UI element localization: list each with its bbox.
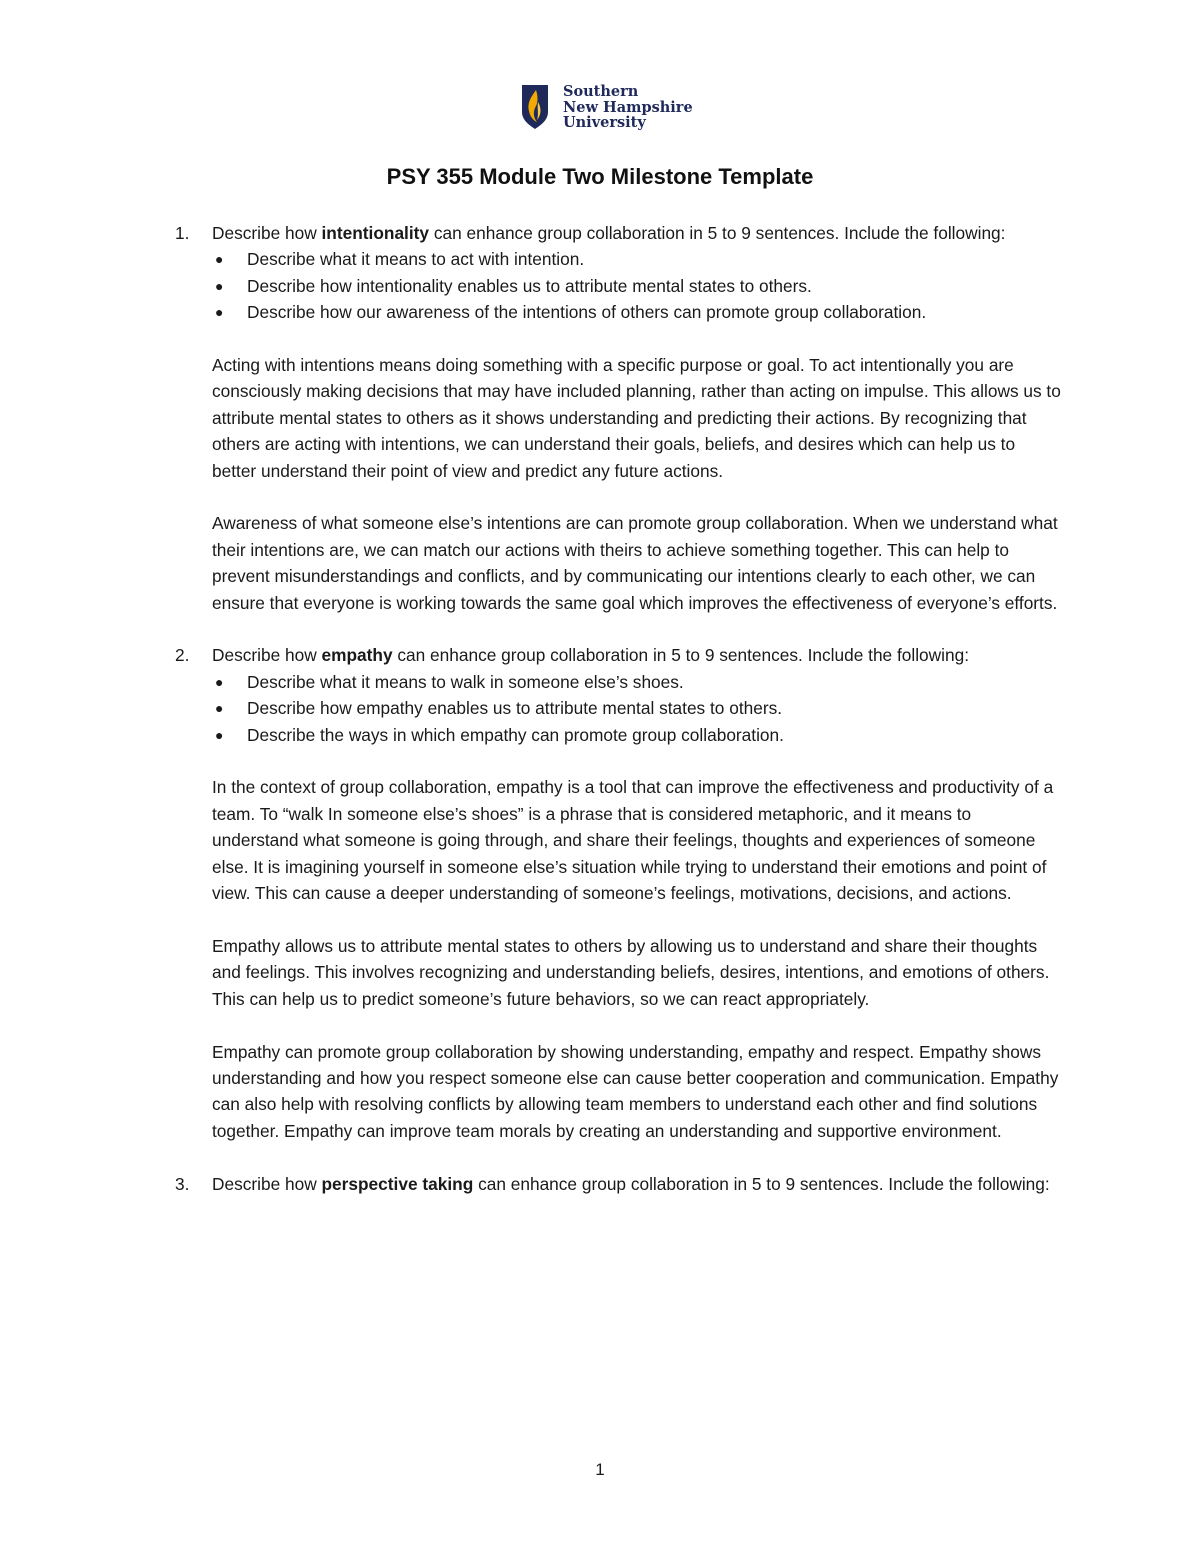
list-item (212, 695, 1062, 721)
bullet-text: Describe what it means to walk in someone else’s shoes. (247, 671, 684, 692)
prompt-keyword: intentionality (321, 223, 430, 243)
question-number: 3. (175, 1173, 190, 1194)
prompt-prefix: Describe how (212, 223, 322, 243)
bullet-text: Describe what it means to act with intention. (247, 249, 585, 270)
shield-flame-icon (521, 84, 549, 130)
prompt-prefix: Describe how (212, 1173, 322, 1194)
list-item (212, 246, 1062, 272)
list-item (212, 299, 1062, 325)
answer-paragraph: Acting with intentions means doing something with a specific purpose or goal. To act intentionally you are consciously making decisions that may have included planning, rather than acting on impulse. This allows us to attribute mental states to others as it shows understanding and predicting their actions. By recognizing that others are acting with intentions, we can understand their goals, beliefs, and desires which can help us to better understand their point of view and predict any future actions. (212, 355, 1061, 481)
bullet-icon: ● (215, 673, 224, 690)
bullet-text: Describe how intentionality enables us to attribute mental states to others. (247, 275, 812, 296)
answer-paragraph: Empathy allows us to attribute mental states to others by allowing us to understand and share their thoughts and feelings. This involves recognizing and understanding beliefs, desires, intentions, and emotions of others. This can help us to predict someone’s future behaviors, so we can react appropriately. (212, 935, 1050, 1009)
question-number: 1. (175, 223, 190, 243)
list-item (212, 669, 1062, 695)
prompt-prefix: Describe how (212, 645, 322, 666)
prompt-suffix: can enhance group collaboration in 5 to 9 sentences. Include the following: (429, 223, 1006, 243)
logo-wordmark (563, 84, 693, 131)
bullet-text: Describe how our awareness of the intentions of others can promote group collaboration. (247, 302, 927, 323)
logo-line-3: University (563, 114, 646, 131)
list-item (212, 722, 1062, 748)
university-logo (521, 84, 693, 131)
question-3 (175, 1171, 1062, 1197)
bullet-icon: ● (215, 726, 224, 743)
question-prompt (212, 220, 1062, 246)
answer-paragraph: Awareness of what someone else’s intentions are can promote group collaboration. When we understand what their intentions are, we can match our actions with theirs to achieve something together. This can help to prevent misunderstandings and conflicts, and by communicating our intentions clearly to each other, we can ensure that everyone is working towards the same goal which improves the effectiveness of everyone’s efforts. (212, 513, 1058, 613)
logo-line-1: Southern (563, 83, 639, 100)
list-item (212, 273, 1062, 299)
question-number: 2. (175, 645, 190, 666)
question-prompt (212, 1171, 1062, 1197)
answer-paragraph: In the context of group collaboration, empathy is a tool that can improve the effectiveness and productivity of a team. To “walk In someone else’s shoes” is a phrase that is considered metaphoric, and it means to understand what someone is going through, and share their feelings, thoughts and experiences of someone else. It is imagining yourself in someone else’s situation while trying to understand their emotions and point of view. This can cause a deeper understanding of someone’s feelings, motivations, decisions, and actions. (212, 777, 1054, 904)
answer-paragraph: Empathy can promote group collaboration by showing understanding, empathy and respect. Empathy shows understanding and how you respect someone else can cause better cooperation and communication. Empathy can also help with resolving conflicts by allowing team members to understand each other and find solutions together. Empathy can improve team morals by creating an understanding and supportive environment. (212, 1041, 1059, 1141)
prompt-keyword: perspective taking (321, 1173, 474, 1194)
prompt-suffix: can enhance group collaboration in 5 to 9 sentences. Include the following: (473, 1173, 1050, 1194)
bullet-text: Describe how empathy enables us to attribute mental states to others. (247, 698, 783, 719)
page-title: PSY 355 Module Two Milestone Template (386, 164, 814, 189)
bullet-icon: ● (215, 277, 224, 294)
question-1 (175, 220, 1062, 326)
logo-line-2: New Hampshire (563, 98, 693, 116)
bullet-list (212, 669, 1062, 748)
prompt-keyword: empathy (321, 645, 393, 666)
bullet-text: Describe the ways in which empathy can promote group collaboration. (247, 724, 784, 745)
bullet-list (212, 246, 1062, 325)
question-2 (175, 642, 1062, 748)
bullet-icon: ● (215, 700, 224, 717)
question-prompt (212, 642, 1062, 668)
page-number: 1 (595, 1460, 605, 1479)
document-body (175, 220, 1062, 1197)
prompt-suffix: can enhance group collaboration in 5 to 9 sentences. Include the following: (392, 645, 970, 666)
bullet-icon: ● (215, 304, 224, 321)
bullet-icon: ● (215, 251, 224, 268)
